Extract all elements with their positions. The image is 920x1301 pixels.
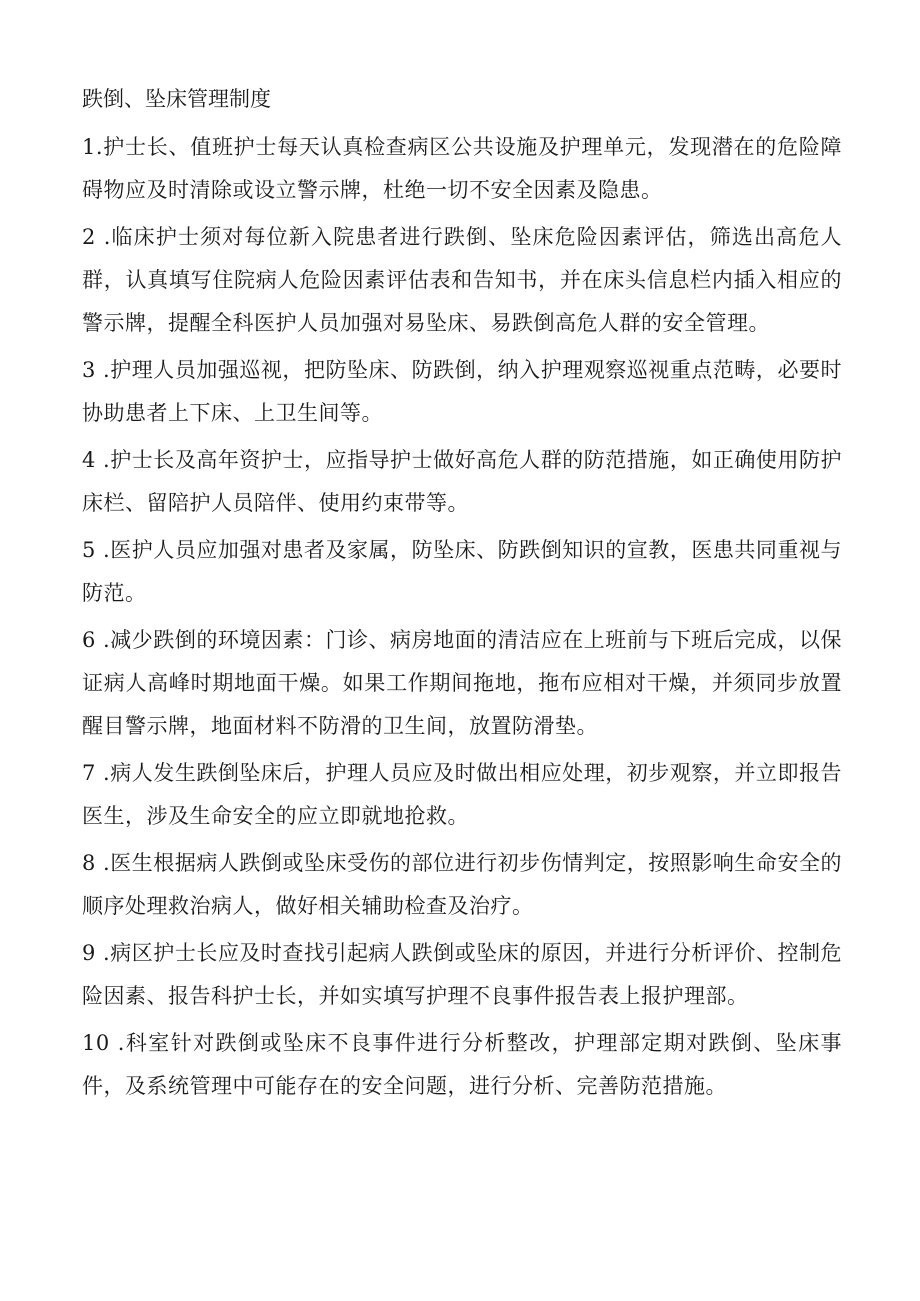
rule-item-1: 1.护士长、值班护士每天认真检查病区公共设施及护理单元，发现潜在的危险障碍物应及时清除或设立警示牌，杜绝一切不安全因素及隐患。 [82,135,842,202]
rule-item-5: 5 .医护人员应加强对患者及家属，防坠床、防跌倒知识的宣教，医患共同重视与防范。 [82,538,842,605]
document-title: 跌倒、坠床管理制度 [82,87,271,111]
rule-item-4: 4 .护士长及高年资护士，应指导护士做好高危人群的防范措施，如正确使用防护床栏、留陪护人员陪伴、使用约束带等。 [82,448,842,515]
rule-item-3: 3 .护理人员加强巡视，把防坠床、防跌倒，纳入护理观察巡视重点范畴，必要时协助患者上下床、上卫生间等。 [82,358,842,425]
rule-item-2: 2 .临床护士须对每位新入院患者进行跌倒、坠床危险因素评估，筛选出高危人群，认真填写住院病人危险因素评估表和告知书，并在床头信息栏内插入相应的警示牌，提醒全科医护人员加强对易坠床、易跌倒高危人群的安全管理。 [82,225,842,335]
rule-item-8: 8 .医生根据病人跌倒或坠床受伤的部位进行初步伤情判定，按照影响生命安全的顺序处理救治病人，做好相关辅助检查及治疗。 [82,851,842,918]
rule-item-6: 6 .减少跌倒的环境因素：门诊、病房地面的清洁应在上班前与下班后完成，以保证病人高峰时期地面干燥。如果工作期间拖地，拖布应相对干燥，并须同步放置醒目警示牌，地面材料不防滑的卫生间，放置防滑垫。 [82,628,842,738]
document-body [82,80,842,1112]
rule-item-7: 7 .病人发生跌倒坠床后，护理人员应及时做出相应处理，初步观察，并立即报告医生，涉及生命安全的应立即就地抢救。 [82,761,842,828]
rule-item-10: 10 .科室针对跌倒或坠床不良事件进行分析整改，护理部定期对跌倒、坠床事件，及系统管理中可能存在的安全问题，进行分析、完善防范措施。 [82,1031,842,1098]
rule-item-9: 9 .病区护士长应及时查找引起病人跌倒或坠床的原因，并进行分析评价、控制危险因素、报告科护士长，并如实填写护理不良事件报告表上报护理部。 [82,941,842,1008]
